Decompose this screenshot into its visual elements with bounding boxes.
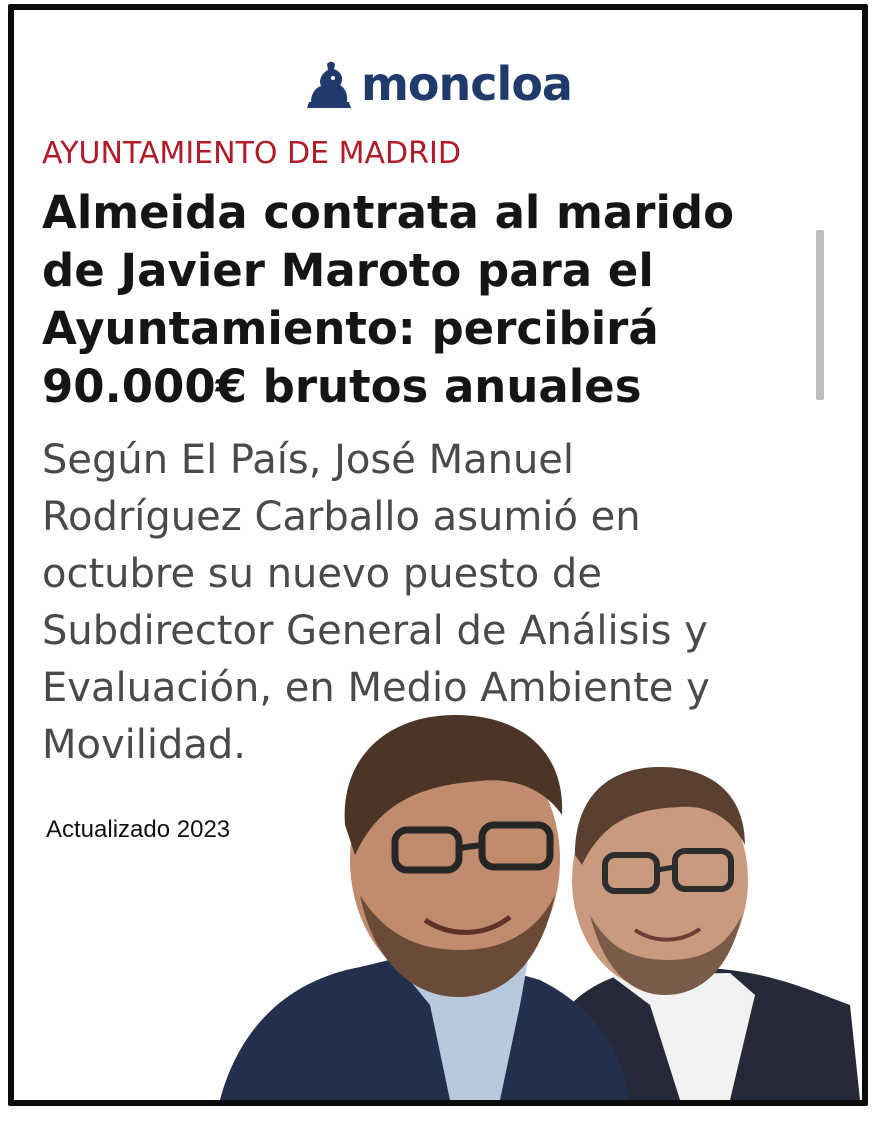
headline-line: de Javier Maroto para el [42, 244, 654, 297]
section-label[interactable]: AYUNTAMIENTO DE MADRID [42, 136, 461, 171]
summary-line: Según El País, José Manuel [42, 437, 575, 483]
article-headline[interactable] [42, 184, 802, 416]
scrollbar-thumb[interactable] [816, 230, 824, 400]
lion-statue-icon [303, 58, 355, 110]
article-photo [210, 705, 860, 1100]
summary-line: Subdirector General de Análisis y [42, 608, 708, 654]
brand-name: moncloa [361, 57, 572, 111]
summary-line: Evaluación, en Medio Ambiente y [42, 665, 710, 711]
site-logo[interactable] [303, 54, 572, 114]
headline-line: Ayuntamiento: percibirá [42, 302, 659, 355]
headline-line: 90.000€ brutos anuales [42, 360, 642, 413]
summary-line: Rodríguez Carballo asumió en [42, 494, 641, 540]
summary-line: octubre su nuevo puesto de [42, 551, 602, 597]
summary-line: Movilidad. [42, 722, 247, 768]
updated-annotation: Actualizado 2023 [46, 816, 231, 843]
headline-line: Almeida contrata al marido [42, 186, 735, 239]
person-left [220, 715, 630, 1100]
